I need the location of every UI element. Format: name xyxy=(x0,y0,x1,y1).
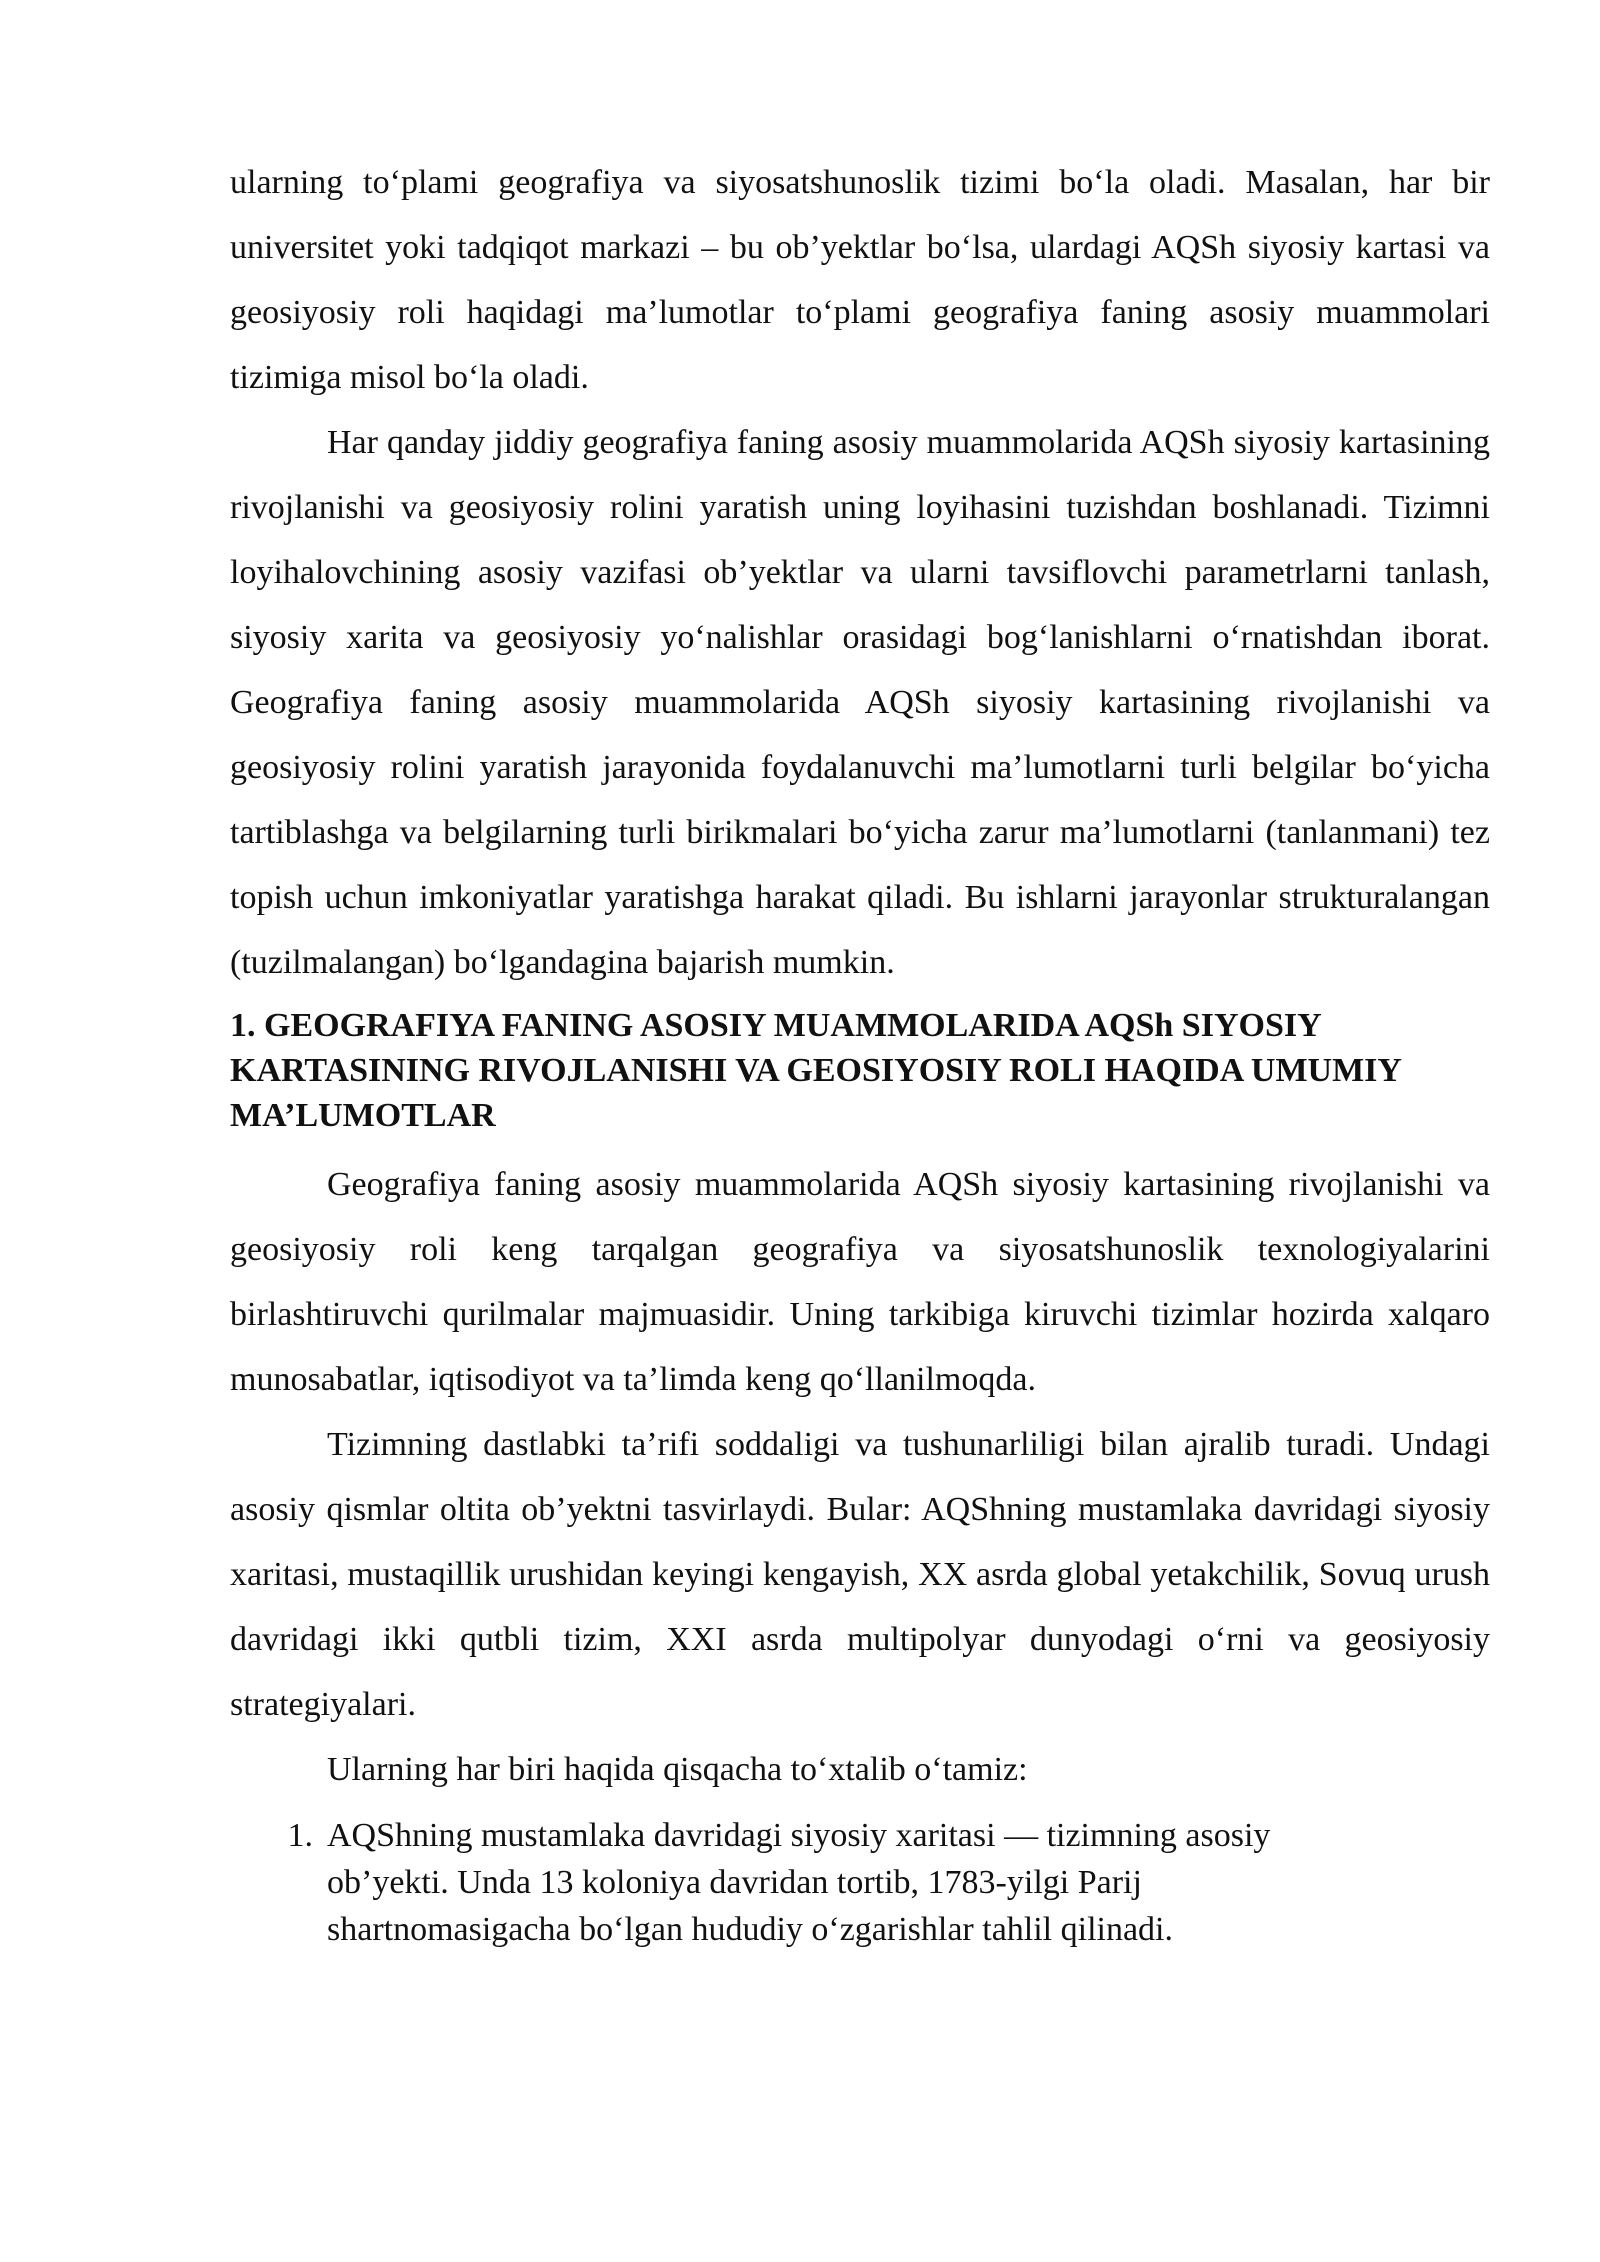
list-item-text: AQShning mustamlaka davridagi siyosiy xaritasi — tizimning asosiy ob’yekti. Unda 13 koloniya davridan tortib, 1783-yilgi Parij shartnomasigacha bo‘lgan hududiy o‘zgarishlar tahlil qilinadi. xyxy=(327,1817,1271,1948)
paragraph-project-design: Har qanday jiddiy geografiya faning asosiy muammolarida AQSh siyosiy kartasining rivojlanishi va geosiyosiy rolini yaratish uning loyihasini tuzishdan boshlanadi. Tizimni loyihalovchining asosiy vazifasi ob’yektlar va ularni tavsiflovchi parametrlarni tanlash, siyosiy xarita va geosiyosiy yo‘nalishlar orasidagi bog‘lanishlarni o‘rnatishdan iborat. Geografiya faning asosiy muammolarida AQSh siyosiy kartasining rivojlanishi va geosiyosiy rolini yaratish jarayonida foydalanuvchi ma’lumotlarni turli belgilar bo‘yicha tartiblashga va belgilarning turli birikmalari bo‘yicha zarur ma’lumotlarni (tanlanmani) tez topish uchun imkoniyatlar yaratishga harakat qiladi. Bu ishlarni jarayonlar strukturalangan (tuzilmalangan) bo‘lgandagina bajarish mumkin. xyxy=(230,424,1490,981)
list-item-number: 1. xyxy=(287,1817,313,1854)
paragraph-system-definition: Tizimning dastlabki ta’rifi soddaligi va tushunarliligi bilan ajralib turadi. Undagi asosiy qismlar oltita ob’yektni tasvirlaydi. Bular: AQShning mustamlaka davridagi siyosiy xaritasi, mustaqillik urushidan keyingi kengayish, XX asrda global yetakchilik, Sovuq urush davridagi ikki qutbli tizim, XXI asrda multipolyar dunyodagi o‘rni va geosiyosiy strategiyalari. xyxy=(230,1426,1490,1723)
paragraph-overview: Geografiya faning asosiy muammolarida AQSh siyosiy kartasining rivojlanishi va geosiyosiy roli keng tarqalgan geografiya va siyosatshunoslik texnologiyalarini birlashtiruvchi qurilmalar majmuasidir. Uning tarkibiga kiruvchi tizimlar hozirda xalqaro munosabatlar, iqtisodiyot va ta’limda keng qo‘llanilmoqda. xyxy=(230,1166,1490,1398)
section-heading: 1. GEOGRAFIYA FANING ASOSIY MUAMMOLARIDA AQSh SIYOSIY KARTASINING RIVOJLANISHI VA GEOSIYOSIY ROLI HAQIDA UMUMIY MA’LUMOTLAR xyxy=(230,1007,1401,1134)
numbered-list xyxy=(230,1812,1490,1953)
paragraph-continuation: ularning to‘plami geografiya va siyosatshunoslik tizimi bo‘la oladi. Masalan, har bir universitet yoki tadqiqot markazi – bu ob’yektlar bo‘lsa, ulardagi AQSh siyosiy kartasi va geosiyosiy roli haqidagi ma’lumotlar to‘plami geografiya faning asosiy muammolari tizimiga misol bo‘la oladi. xyxy=(230,164,1490,396)
paragraph-intro-list: Ularning har biri haqida qisqacha to‘xtalib o‘tamiz: xyxy=(327,1751,1028,1788)
document-page xyxy=(230,150,1490,1953)
list-item xyxy=(230,1812,1490,1953)
